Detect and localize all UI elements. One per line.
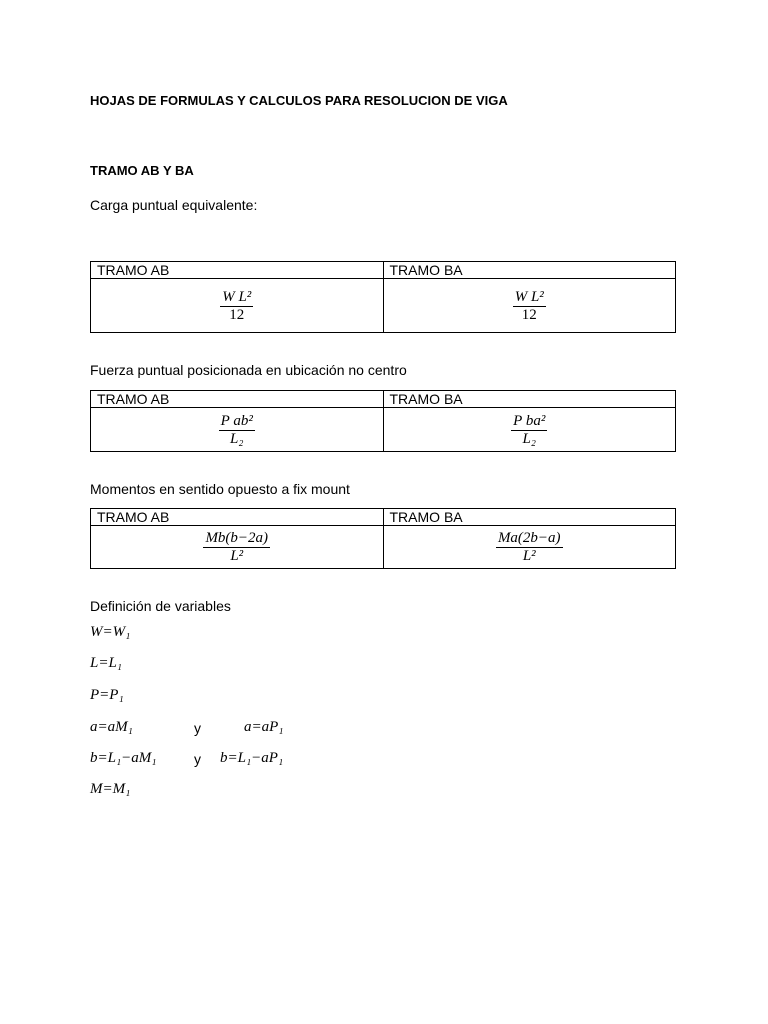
denominator: 12 <box>521 306 537 323</box>
caption-fuerza-puntual: Fuerza puntual posicionada en ubicación no centro <box>90 362 407 378</box>
variable-definition-b-m: b=L₁−aM₁ <box>90 750 157 766</box>
fraction <box>220 289 253 324</box>
formula-table-carga <box>90 261 676 333</box>
denominator: L₂ <box>522 430 537 447</box>
formula-cell-ab <box>91 408 384 452</box>
numerator: W L² <box>222 288 252 305</box>
fraction <box>496 530 563 565</box>
fraction <box>203 530 270 565</box>
conjunction-y: y <box>194 720 201 736</box>
formula-table-momentos <box>90 508 676 569</box>
numerator: P ba² <box>513 412 546 429</box>
fraction <box>513 289 546 324</box>
section-title: TRAMO AB Y BA <box>90 163 194 178</box>
table-header-tramo-ba: TRAMO BA <box>383 262 676 279</box>
formula-cell-ba <box>383 279 676 333</box>
table-header-tramo-ab: TRAMO AB <box>91 509 384 526</box>
denominator: L² <box>522 548 536 564</box>
variable-definition-l: L=L₁ <box>90 655 123 671</box>
formula-cell-ba <box>383 408 676 452</box>
numerator: P ab² <box>220 412 253 429</box>
denominator: L² <box>230 548 244 564</box>
formula-table-fuerza <box>90 390 676 452</box>
conjunction-y: y <box>194 751 201 767</box>
caption-momentos: Momentos en sentido opuesto a fix mount <box>90 481 350 497</box>
variable-definition-a-p: a=aP₁ <box>244 719 284 735</box>
document-title: HOJAS DE FORMULAS Y CALCULOS PARA RESOLUCION DE VIGA <box>90 93 508 108</box>
formula-cell-ab <box>91 279 384 333</box>
numerator: Ma(2b−a) <box>497 530 561 546</box>
table-header-tramo-ba: TRAMO BA <box>383 509 676 526</box>
denominator: L₂ <box>229 430 244 447</box>
variable-definition-w: W=W₁ <box>90 624 131 640</box>
table-header-tramo-ab: TRAMO AB <box>91 391 384 408</box>
variable-definition-m: M=M₁ <box>90 781 131 797</box>
variables-heading: Definición de variables <box>90 598 231 614</box>
denominator: 12 <box>229 306 245 323</box>
caption-carga-puntual: Carga puntual equivalente: <box>90 197 258 213</box>
variable-definition-p: P=P₁ <box>90 687 124 703</box>
fraction <box>511 413 547 448</box>
variable-definition-a-m: a=aM₁ <box>90 719 133 735</box>
formula-cell-ab <box>91 526 384 569</box>
formula-cell-ba <box>383 526 676 569</box>
numerator: W L² <box>514 288 544 305</box>
numerator: Mb(b−2a) <box>205 530 269 546</box>
variable-definition-b-p: b=L₁−aP₁ <box>220 750 284 766</box>
fraction <box>219 413 255 448</box>
table-header-tramo-ab: TRAMO AB <box>91 262 384 279</box>
table-header-tramo-ba: TRAMO BA <box>383 391 676 408</box>
